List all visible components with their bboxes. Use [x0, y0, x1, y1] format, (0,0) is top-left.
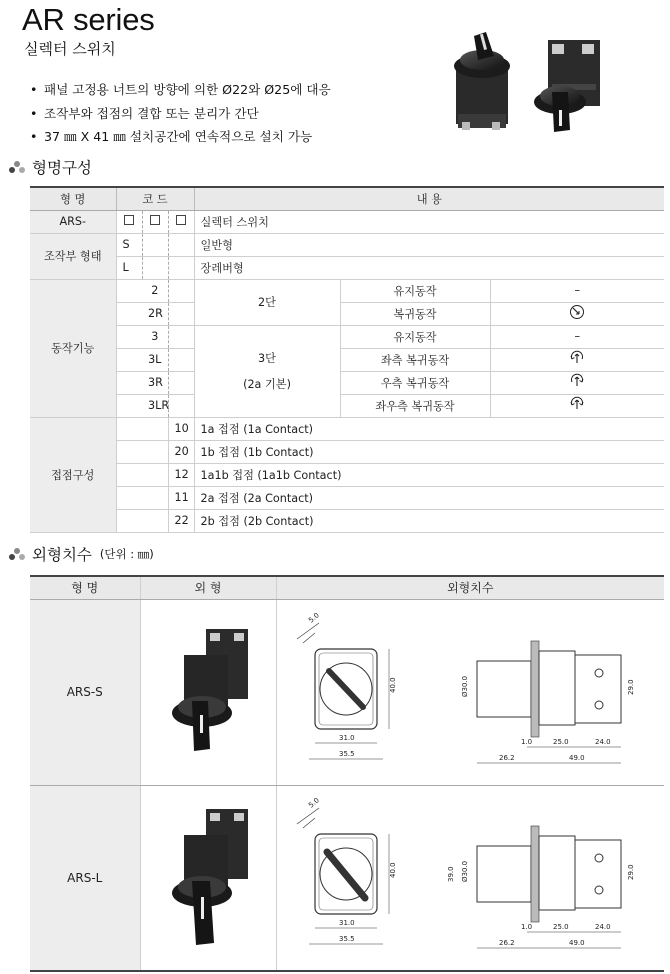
desc-cell: 1a 접점 (1a Contact)	[194, 417, 664, 440]
dim-label: 29.0	[626, 864, 635, 881]
dim-label: 25.0	[552, 923, 569, 932]
symbol-cell: –	[490, 325, 664, 348]
code-cell: 11	[168, 486, 194, 509]
function-label: 동작기능	[30, 279, 116, 417]
table-row	[30, 394, 664, 417]
section-title: 외형치수	[32, 546, 92, 564]
code-cell: 10	[168, 417, 194, 440]
section-heading	[8, 543, 154, 565]
dim-label: 5.0	[306, 796, 321, 810]
code-cell: 22	[168, 509, 194, 532]
code-cell: L	[116, 256, 142, 279]
dim-label: 40.0	[388, 676, 397, 693]
col-header-dimensions: 외형치수	[276, 576, 664, 599]
dim-label: 49.0	[568, 753, 585, 762]
code-cell: 12	[168, 463, 194, 486]
model-desc: 실렉터 스위치	[194, 210, 664, 233]
contact-label: 접점구성	[30, 417, 116, 532]
section-dots-icon	[8, 160, 26, 174]
table-row	[30, 463, 664, 486]
col-header-content: 내 용	[194, 187, 664, 210]
col-header-code: 코 드	[116, 187, 194, 210]
both-return-icon	[569, 396, 585, 412]
table-row	[30, 371, 664, 394]
dim-label: 35.5	[338, 749, 355, 758]
desc-cell: 일반형	[194, 233, 664, 256]
section-heading	[8, 156, 92, 178]
col-header-model: 형 명	[30, 576, 140, 599]
feature-item: • 37 ㎜ X 41 ㎜ 설치공간에 연속적으로 설치 가능	[30, 125, 331, 149]
position-2: 2단	[194, 279, 340, 325]
action-cell: 좌측 복귀동작	[340, 348, 490, 371]
dim-label: 39.0	[446, 866, 455, 883]
section-title: 형명구성	[32, 159, 92, 177]
code-cell: 3LR	[142, 394, 168, 417]
model-name: ARS-L	[30, 785, 140, 971]
position-3-label: 3단	[258, 352, 276, 365]
left-return-icon	[569, 350, 585, 366]
table-row	[30, 417, 664, 440]
desc-cell: 장레버형	[194, 256, 664, 279]
table-row	[30, 325, 664, 348]
dim-label: 1.0	[520, 923, 532, 932]
action-cell: 좌우측 복귀동작	[340, 394, 490, 417]
right-return-icon	[569, 373, 585, 389]
feature-item: • 조작부와 접점의 결합 또는 분리가 간단	[30, 102, 331, 126]
table-row	[30, 348, 664, 371]
desc-cell: 2a 접점 (2a Contact)	[194, 486, 664, 509]
model-name: ARS-S	[30, 599, 140, 785]
code-box	[124, 215, 134, 225]
desc-cell: 2b 접점 (2b Contact)	[194, 509, 664, 532]
table-row	[30, 509, 664, 532]
dim-label: 31.0	[338, 733, 355, 742]
table-row	[30, 440, 664, 463]
desc-cell: 1a1b 접점 (1a1b Contact)	[194, 463, 664, 486]
code-cell: S	[116, 233, 142, 256]
code-cell: 3L	[142, 348, 168, 371]
col-header-model: 형 명	[30, 187, 116, 210]
section-dots-icon	[8, 547, 26, 561]
dim-label: 40.0	[388, 862, 397, 879]
switch-photo-l	[158, 801, 258, 951]
position-3-note: (2a 기본)	[243, 378, 291, 391]
position-3	[194, 325, 340, 417]
dimension-drawing-l	[277, 786, 665, 966]
operator-label: 조작부 형태	[30, 233, 116, 279]
feature-list	[30, 78, 331, 149]
dimensions-table	[30, 575, 664, 972]
table-row	[30, 785, 664, 971]
model-prefix: ARS-	[30, 210, 116, 233]
code-cell: 2	[142, 279, 168, 302]
table-row	[30, 233, 664, 256]
dim-label: 31.0	[338, 919, 355, 928]
code-cell: 3	[142, 325, 168, 348]
action-cell: 복귀동작	[340, 302, 490, 325]
desc-cell: 1b 접점 (1b Contact)	[194, 440, 664, 463]
page-subtitle: 실렉터 스위치	[24, 40, 116, 58]
model-configuration-table	[30, 186, 664, 533]
table-row	[30, 279, 664, 302]
dim-label: 25.0	[552, 737, 569, 746]
dim-label: Ø30.0	[460, 861, 469, 883]
table-row	[30, 256, 664, 279]
dim-label: 26.2	[498, 939, 515, 948]
dim-label: 24.0	[594, 737, 611, 746]
table-row	[30, 486, 664, 509]
action-cell: 유지동작	[340, 279, 490, 302]
action-cell: 유지동작	[340, 325, 490, 348]
return-rotation-icon	[569, 304, 585, 320]
dim-label: 5.0	[306, 610, 321, 625]
code-cell: 3R	[142, 371, 168, 394]
dim-label: 35.5	[338, 935, 355, 944]
code-cell: 20	[168, 440, 194, 463]
code-box	[176, 215, 186, 225]
table-row	[30, 210, 664, 233]
dim-label: 49.0	[568, 939, 585, 948]
dimension-drawing-s	[277, 601, 665, 781]
code-cell: 2R	[142, 302, 168, 325]
switch-photo-s	[158, 621, 258, 761]
dim-label: Ø30.0	[460, 675, 469, 697]
col-header-appearance: 외 형	[140, 576, 276, 599]
dim-label: 26.2	[498, 753, 515, 762]
symbol-cell: –	[490, 279, 664, 302]
dim-label: 24.0	[594, 923, 611, 932]
code-box	[150, 215, 160, 225]
dim-label: 29.0	[626, 678, 635, 695]
table-row	[30, 599, 664, 785]
action-cell: 우측 복귀동작	[340, 371, 490, 394]
product-photo	[448, 26, 608, 146]
page-title: AR series	[22, 2, 155, 37]
dim-label: 1.0	[520, 737, 532, 746]
unit-note: (단위 : ㎜)	[99, 547, 154, 561]
table-row	[30, 302, 664, 325]
feature-item: • 패널 고정용 너트의 방향에 의한 Ø22와 Ø25에 대응	[30, 78, 331, 102]
